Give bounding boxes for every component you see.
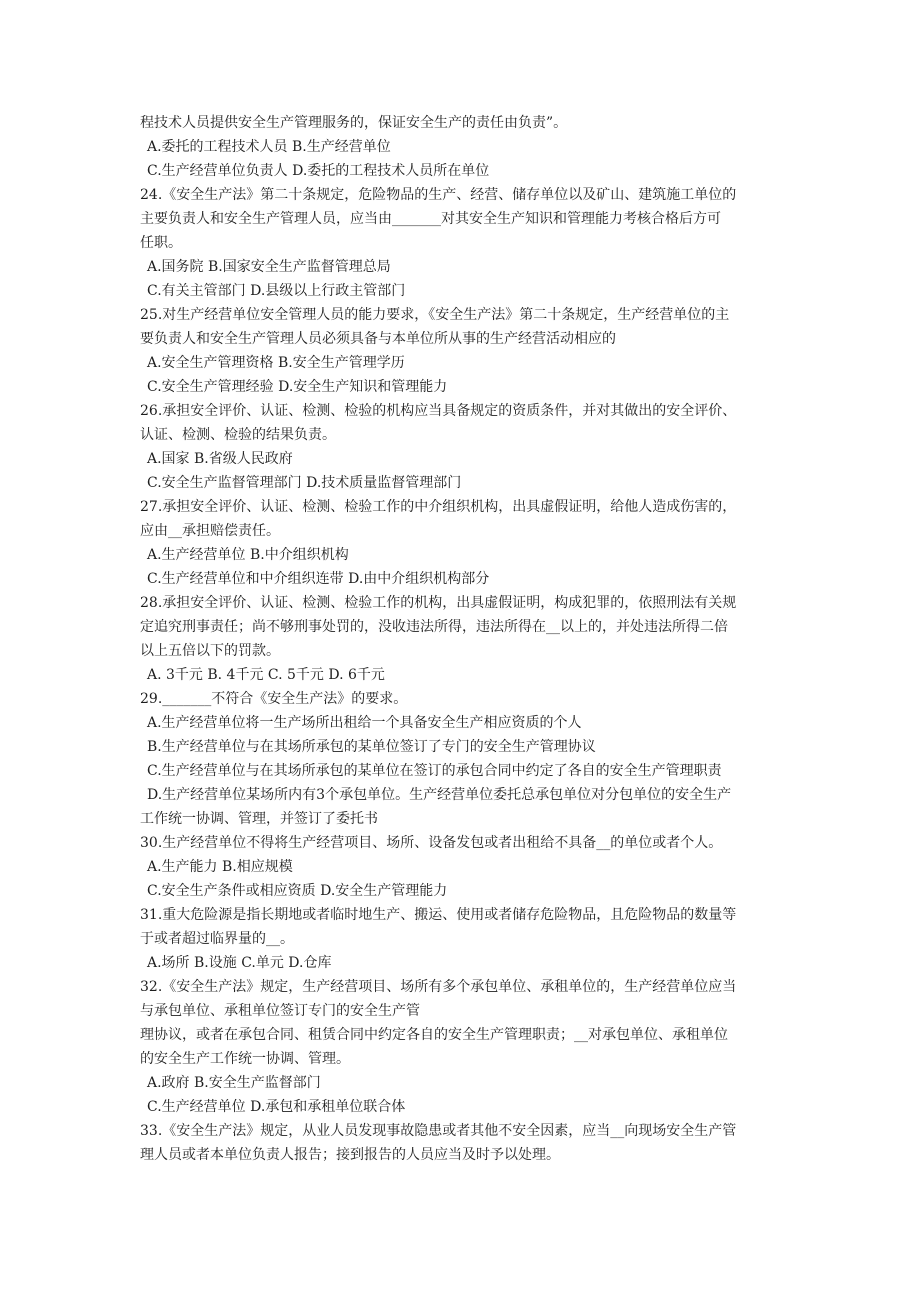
option-line: A.国家 B.省级人民政府 xyxy=(147,451,293,467)
question-33: 33.《安全生产法》规定，从业人员发现事故隐患或者其他不安全因素，应当__向现场安全生产管 xyxy=(140,1123,737,1139)
text-line: 应由__承担赔偿责任。 xyxy=(140,523,280,539)
question-24: 24.《安全生产法》第二十条规定，危险物品的生产、经营、储存单位以及矿山、建筑施工单位的 xyxy=(140,187,737,203)
text-line: 认证、检测、检验的结果负责。 xyxy=(140,427,336,443)
option-line: C.安全生产监督管理部门 D.技术质量监督管理部门 xyxy=(147,475,462,491)
document-body xyxy=(140,111,796,1167)
text-line: 理人员或者本单位负责人报告；接到报告的人员应当及时予以处理。 xyxy=(140,1147,560,1163)
text-line: 程技术人员提供安全生产管理服务的，保证安全生产的责任由负责”。 xyxy=(140,115,568,131)
option-line: A.生产经营单位 B.中介组织机构 xyxy=(147,547,349,563)
option-line: C.生产经营单位负责人 D.委托的工程技术人员所在单位 xyxy=(147,163,490,179)
option-line: C.生产经营单位和中介组织连带 D.由中介组织机构部分 xyxy=(147,571,490,587)
text-line: 以上五倍以下的罚款。 xyxy=(140,643,280,659)
option-line: C.生产经营单位与在其场所承包的某单位在签订的承包合同中约定了各自的安全生产管理职责 xyxy=(147,763,722,779)
text-line: 主要负责人和安全生产管理人员，应当由_______对其安全生产知识和管理能力考核合格后方可 xyxy=(140,211,721,227)
option-line: C.安全生产条件或相应资质 D.安全生产管理能力 xyxy=(147,883,448,899)
question-27: 27.承担安全评价、认证、检测、检验工作的中介组织机构，出具虚假证明，给他人造成伤害的， xyxy=(140,499,737,515)
option-line: A. 3千元 B. 4千元 C. 5千元 D. 6千元 xyxy=(147,667,385,683)
text-line: 要负责人和安全生产管理人员必须具备与本单位所从事的生产经营活动相应的 xyxy=(140,331,616,347)
text-line: 与承包单位、承租单位签订专门的安全生产管 xyxy=(140,1003,420,1019)
option-line: D.生产经营单位某场所内有3个承包单位。生产经营单位委托总承包单位对分包单位的安全生产 xyxy=(147,787,732,803)
option-line: C.生产经营单位 D.承包和承租单位联合体 xyxy=(147,1099,406,1115)
option-line: C.有关主管部门 D.县级以上行政主管部门 xyxy=(147,283,406,299)
option-line: A.安全生产管理资格 B.安全生产管理学历 xyxy=(147,355,405,371)
text-line: 任职。 xyxy=(140,235,182,251)
option-line: A.政府 B.安全生产监督部门 xyxy=(147,1075,321,1091)
question-31: 31.重大危险源是指长期地或者临时地生产、搬运、使用或者储存危险物品，且危险物品的数量等 xyxy=(140,907,737,923)
text-line: 的安全生产工作统一协调、管理。 xyxy=(140,1051,350,1067)
text-line: 理协议，或者在承包合同、租赁合同中约定各自的安全生产管理职责；__对承包单位、承租单位 xyxy=(140,1027,728,1043)
text-line: 工作统一协调、管理，并签订了委托书 xyxy=(140,811,378,827)
question-26: 26.承担安全评价、认证、检测、检验的机构应当具备规定的资质条件，并对其做出的安全评价、 xyxy=(140,403,737,419)
option-line: B.生产经营单位与在其场所承包的某单位签订了专门的安全生产管理协议 xyxy=(147,739,596,755)
option-line: C.安全生产管理经验 D.安全生产知识和管理能力 xyxy=(147,379,448,395)
option-line: A.生产经营单位将一生产场所出租给一个具备安全生产相应资质的个人 xyxy=(147,715,582,731)
question-28: 28.承担安全评价、认证、检测、检验工作的机构，出具虚假证明，构成犯罪的，依照刑法有关规 xyxy=(140,595,737,611)
text-line: 于或者超过临界量的__。 xyxy=(140,931,294,947)
option-line: A.场所 B.设施 C.单元 D.仓库 xyxy=(147,955,332,971)
question-32: 32.《安全生产法》规定，生产经营项目、场所有多个承包单位、承租单位的，生产经营单位应当 xyxy=(140,979,737,995)
question-25: 25.对生产经营单位安全管理人员的能力要求，《安全生产法》第二十条规定，生产经营单位的主 xyxy=(140,307,730,323)
option-line: A.国务院 B.国家安全生产监督管理总局 xyxy=(147,259,391,275)
option-line: A.委托的工程技术人员 B.生产经营单位 xyxy=(147,139,391,155)
text-line: 定追究刑事责任；尚不够刑事处罚的，没收违法所得，违法所得在__以上的，并处违法所得二倍 xyxy=(140,619,728,635)
option-line: A.生产能力 B.相应规模 xyxy=(147,859,293,875)
question-30: 30.生产经营单位不得将生产经营项目、场所、设备发包或者出租给不具备__的单位或者个人。 xyxy=(140,835,723,851)
question-29: 29._______不符合《安全生产法》的要求。 xyxy=(140,691,408,707)
